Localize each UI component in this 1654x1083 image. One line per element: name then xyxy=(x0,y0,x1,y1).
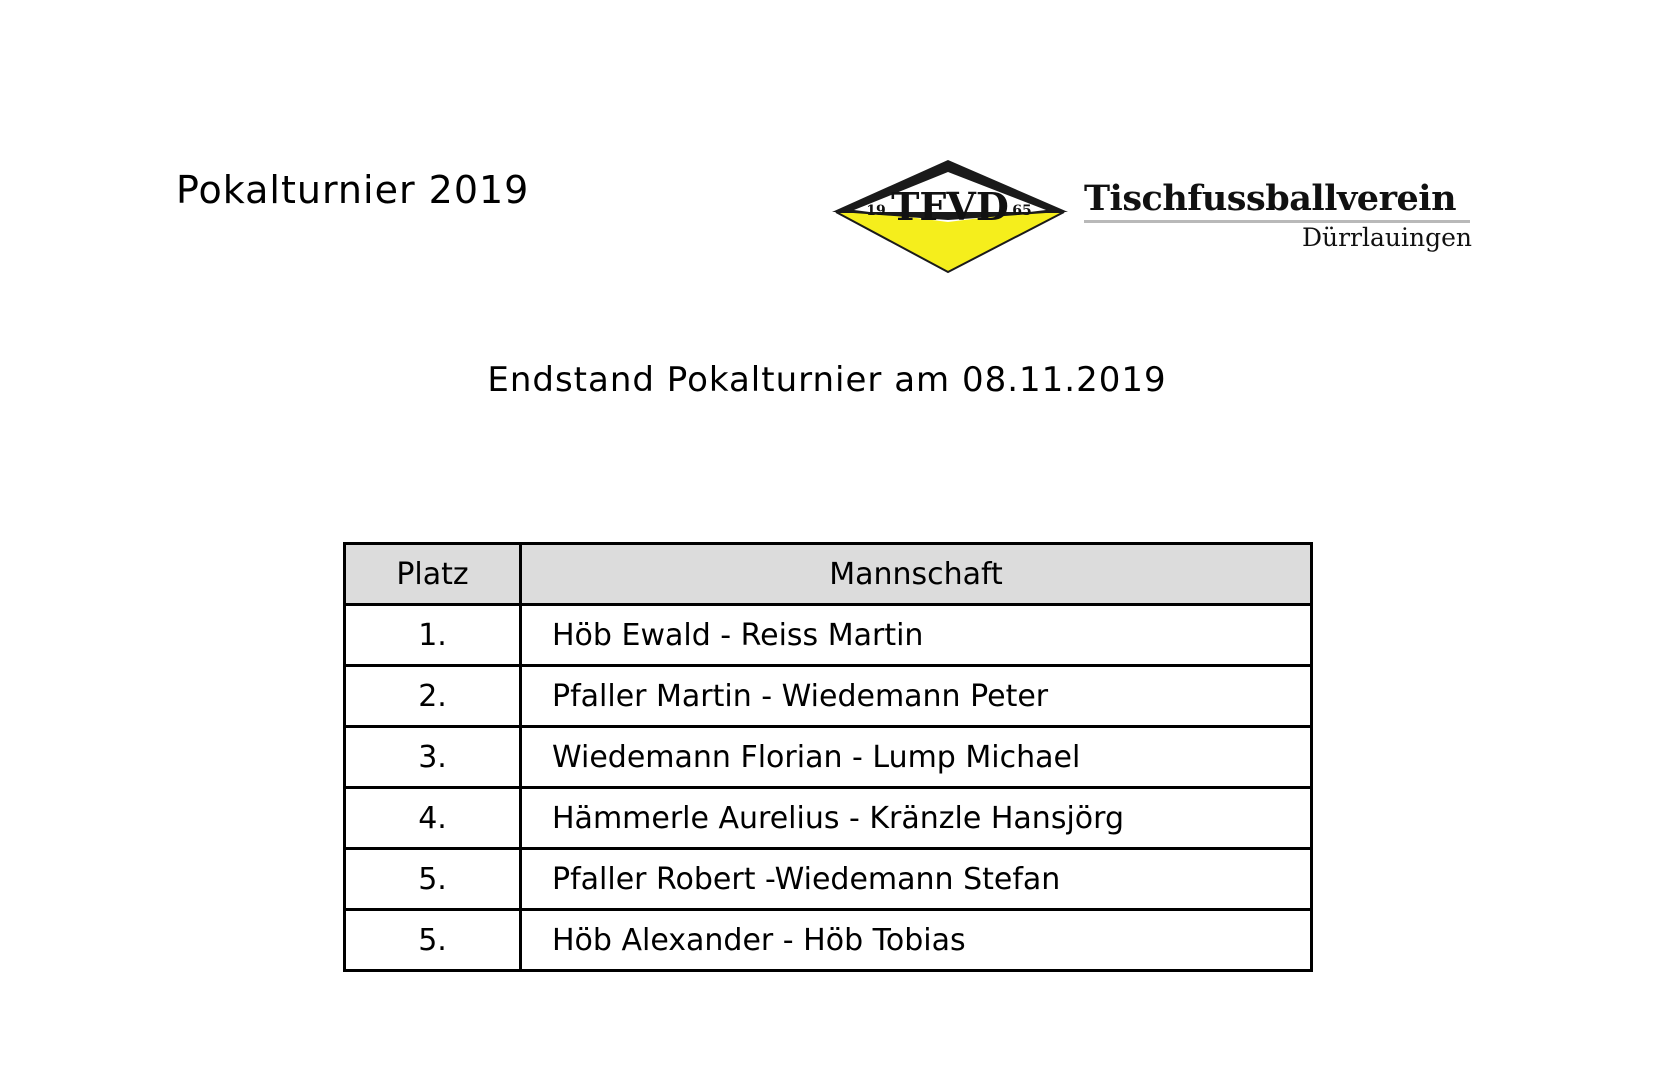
place-cell: 1. xyxy=(345,605,521,666)
column-header-platz: Platz xyxy=(345,544,521,605)
club-wordmark xyxy=(1084,178,1482,258)
place-cell: 4. xyxy=(345,788,521,849)
team-cell: Pfaller Robert -Wiedemann Stefan xyxy=(521,849,1312,910)
club-logo xyxy=(832,160,1482,275)
table-row xyxy=(345,605,1312,666)
table-row xyxy=(345,910,1312,971)
table-row xyxy=(345,727,1312,788)
club-place: Dürrlauingen xyxy=(1301,223,1472,252)
table-row xyxy=(345,849,1312,910)
results-table xyxy=(343,542,1313,972)
emblem-text: TFVD xyxy=(891,184,1009,229)
page-title: Pokalturnier 2019 xyxy=(176,168,530,212)
table-row xyxy=(345,788,1312,849)
place-cell: 2. xyxy=(345,666,521,727)
team-cell: Wiedemann Florian - Lump Michael xyxy=(521,727,1312,788)
results-heading: Endstand Pokalturnier am 08.11.2019 xyxy=(487,360,1167,400)
team-cell: Hämmerle Aurelius - Kränzle Hansjörg xyxy=(521,788,1312,849)
emblem-year-left: 19 xyxy=(866,203,886,219)
place-cell: 5. xyxy=(345,910,521,971)
table-row xyxy=(345,666,1312,727)
team-cell: Höb Ewald - Reiss Martin xyxy=(521,605,1312,666)
column-header-mannschaft: Mannschaft xyxy=(521,544,1312,605)
team-cell: Pfaller Martin - Wiedemann Peter xyxy=(521,666,1312,727)
club-name: Tischfussballverein xyxy=(1084,178,1457,219)
place-cell: 3. xyxy=(345,727,521,788)
team-cell: Höb Alexander - Höb Tobias xyxy=(521,910,1312,971)
tfvd-emblem-icon xyxy=(832,160,1068,275)
place-cell: 5. xyxy=(345,849,521,910)
emblem-year-right: 65 xyxy=(1012,203,1032,219)
table-header-row xyxy=(345,544,1312,605)
